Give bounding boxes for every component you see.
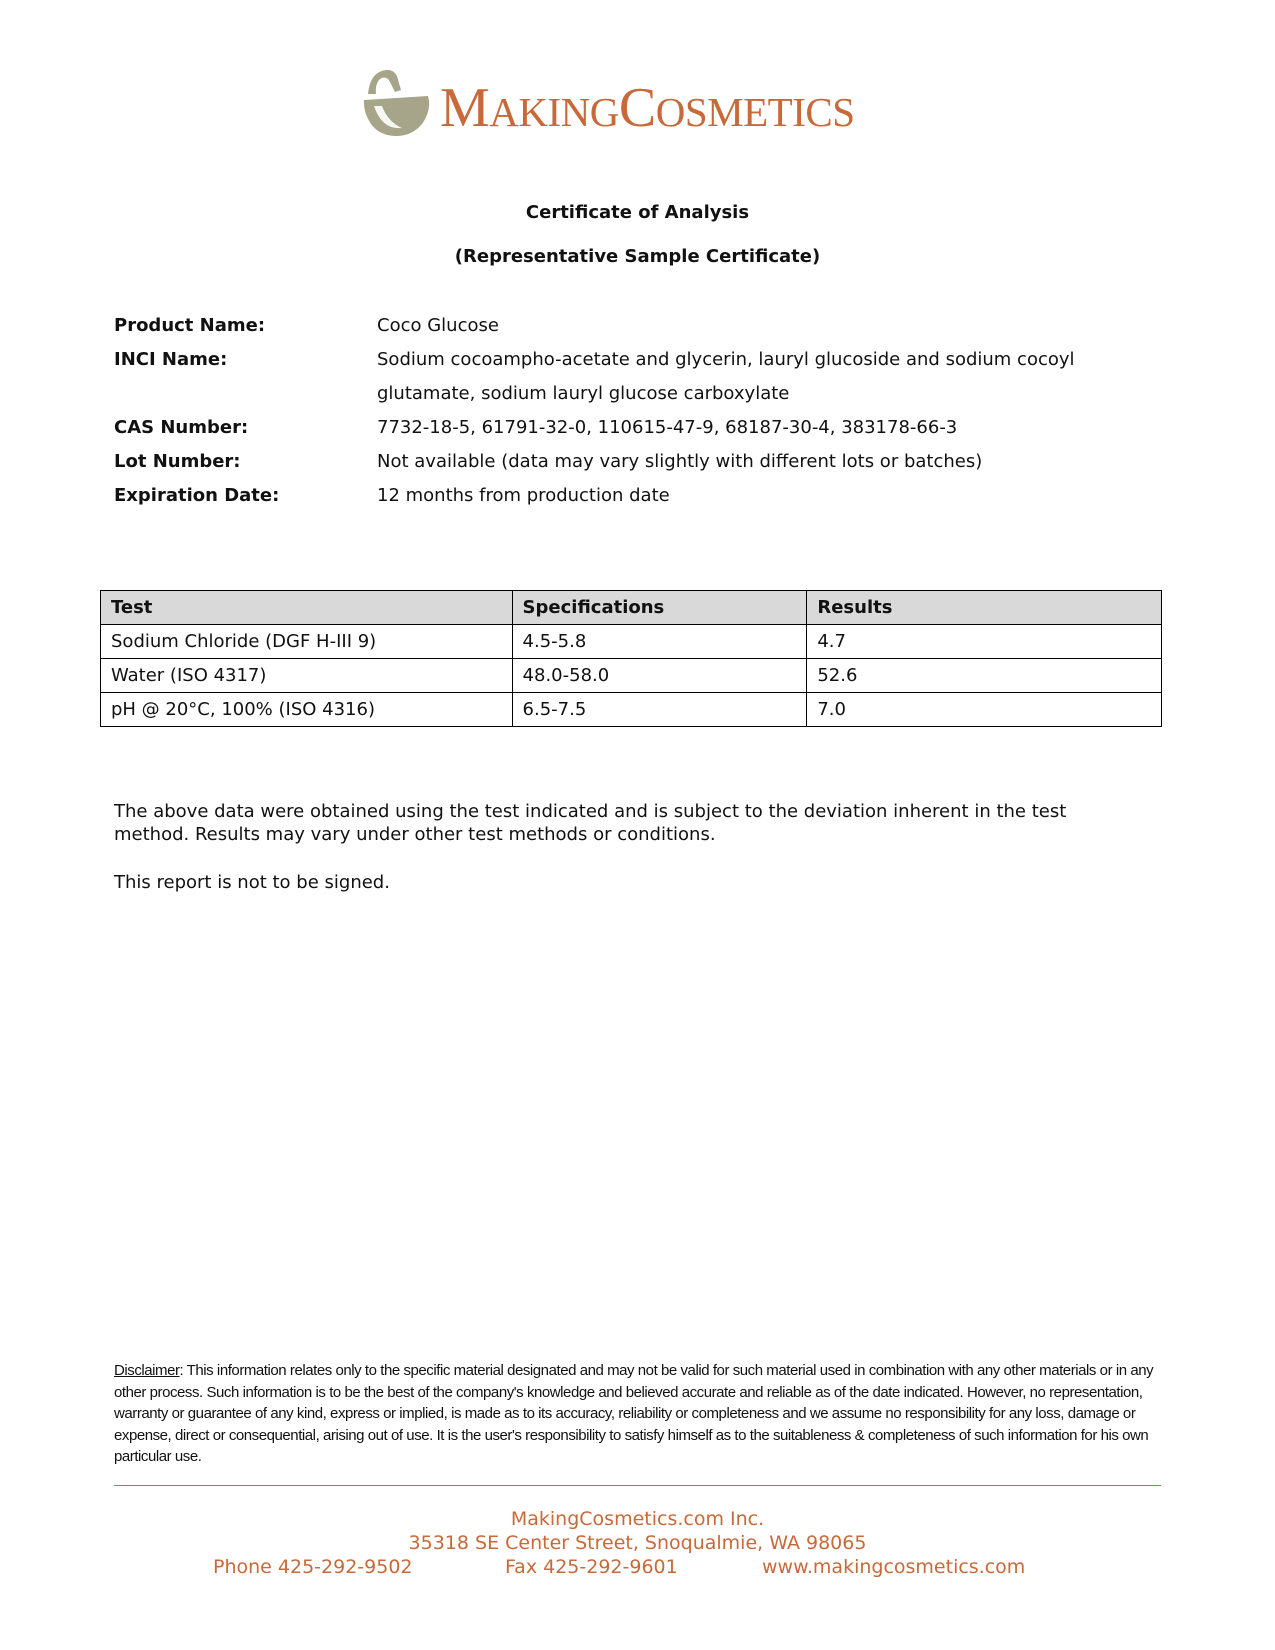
- cell-test: Water (ISO 4317): [101, 659, 513, 693]
- cell-specification: 4.5-5.8: [512, 625, 807, 659]
- info-value: Coco Glucose: [377, 315, 499, 336]
- disclaimer: [114, 1360, 1169, 1468]
- cell-test: pH @ 20°C, 100% (ISO 4316): [101, 693, 513, 727]
- logo-letter-m: M: [440, 77, 490, 139]
- table-header-row: [101, 591, 1162, 625]
- cell-specification: 48.0-58.0: [512, 659, 807, 693]
- table-row: [101, 625, 1162, 659]
- info-value: 12 months from production date: [377, 485, 670, 506]
- logo-letter-c: C: [618, 77, 656, 139]
- column-header-test: Test: [101, 591, 513, 625]
- logo-word-osmetics: OSMETICS: [655, 89, 855, 135]
- results-table: [100, 590, 1162, 727]
- cell-result: 52.6: [807, 659, 1162, 693]
- table-row: [101, 693, 1162, 727]
- info-value: Not available (data may vary slightly with different lots or batches): [377, 451, 983, 472]
- column-header-results: Results: [807, 591, 1162, 625]
- info-value: Sodium cocoampho-acetate and glycerin, lauryl glucoside and sodium cocoyl glutamate, sodium lauryl glucose carboxylate: [377, 349, 1075, 404]
- cell-test: Sodium Chloride (DGF H-III 9): [101, 625, 513, 659]
- info-label: Product Name:: [114, 315, 266, 336]
- table-row: [101, 659, 1162, 693]
- logo-wordmark: [440, 77, 855, 139]
- mortar-and-pestle-icon: [362, 66, 434, 140]
- data-note: The above data were obtained using the test indicated and is subject to the deviation inherent in the test method. Results may vary under other test methods or conditions.: [114, 801, 1067, 845]
- info-label: INCI Name:: [114, 349, 228, 370]
- info-label: CAS Number:: [114, 417, 249, 438]
- footer-address: 35318 SE Center Street, Snoqualmie, WA 98065: [408, 1532, 867, 1554]
- cell-specification: 6.5-7.5: [512, 693, 807, 727]
- disclaimer-text: : This information relates only to the specific material designated and may not be valid for such material used in combination with any other materials or in any other process. Such information is to be the best of the company's knowledge and believed accurate and reliable as of the date indicated. However, no representation, warranty or guarantee of any kind, express or implied, is made as to its accuracy, reliability or completeness and we assume no responsibility for any loss, damage or expense, direct or consequential, arising out of use. It is the user's responsibility to satisfy himself as to the suitableness & completeness of such information for his own particular use.: [114, 1362, 1154, 1465]
- footer-divider: [114, 1485, 1161, 1486]
- document-subtitle: (Representative Sample Certificate): [454, 246, 821, 267]
- info-label: Lot Number:: [114, 451, 241, 472]
- document-title: Certificate of Analysis: [525, 202, 750, 223]
- cell-result: 4.7: [807, 625, 1162, 659]
- cell-result: 7.0: [807, 693, 1162, 727]
- footer-fax: Fax 425-292-9601: [505, 1556, 678, 1578]
- footer-website-link[interactable]: www.makingcosmetics.com: [762, 1556, 1026, 1578]
- info-value: 7732-18-5, 61791-32-0, 110615-47-9, 68187-30-4, 383178-66-3: [377, 417, 958, 438]
- signature-note: This report is not to be signed.: [114, 872, 390, 893]
- company-logo: [362, 66, 922, 148]
- footer-company: MakingCosmetics.com Inc.: [510, 1508, 765, 1530]
- info-label: Expiration Date:: [114, 485, 280, 506]
- footer-phone: Phone 425-292-9502: [213, 1556, 413, 1578]
- logo-word-aking: AKING: [489, 89, 619, 135]
- disclaimer-label: Disclaimer: [114, 1362, 180, 1379]
- column-header-specifications: Specifications: [512, 591, 807, 625]
